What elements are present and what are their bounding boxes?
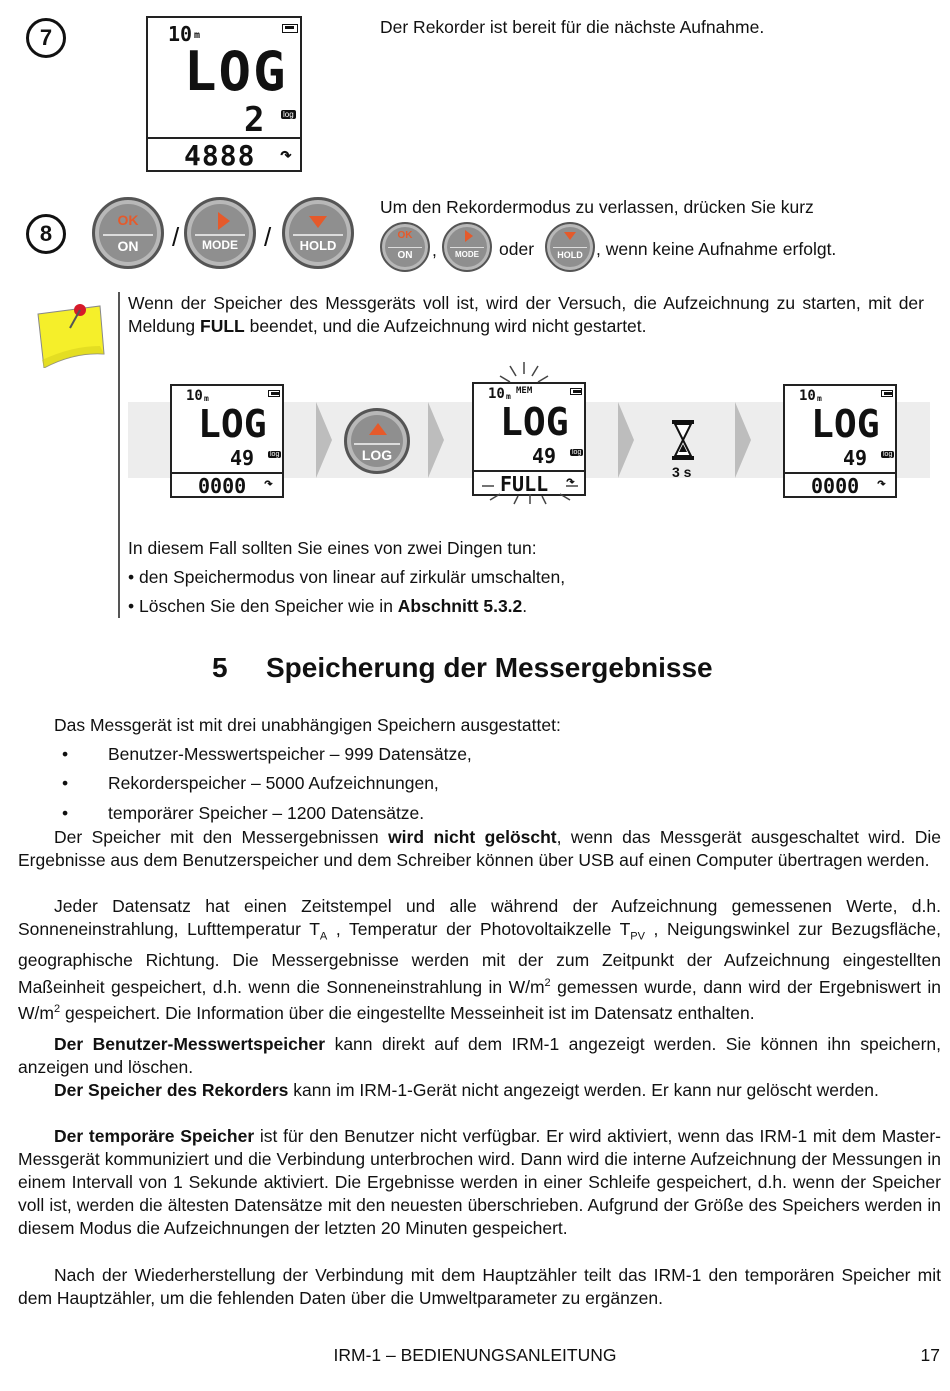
button-divider — [354, 443, 400, 445]
p4-text: kann im IRM-1-Gerät nicht angezeigt werden. Er kann nur gelöscht werden. — [288, 1080, 879, 1100]
ok-on-button-small[interactable] — [380, 222, 430, 272]
p3-text: kann direkt auf dem IRM-1 angezeigt werden. Sie können ihn speichern, anzeigen und löschen. — [18, 1034, 941, 1077]
note-text-end: beendet, und die Aufzeichnung wird nicht gestartet. — [244, 316, 647, 336]
log-badge: log — [572, 449, 582, 456]
on-label: ON — [117, 238, 139, 254]
lcd-sub-value: 49 — [230, 446, 255, 470]
bullet-icon: • — [62, 803, 69, 823]
chevron-right-icon — [735, 402, 751, 478]
blink-rays-icon — [496, 360, 552, 390]
superscript: 2 — [53, 1003, 61, 1016]
p1-bold: wird nicht gelöscht — [388, 827, 557, 847]
button-divider — [293, 234, 343, 236]
lcd-main-text: LOG — [184, 40, 288, 103]
p2-text: , Temperatur der Photovoltaikzelle T — [327, 919, 631, 939]
lcd-unit: m — [817, 394, 822, 403]
chevron-right-icon — [316, 402, 332, 478]
bullet-icon: • — [128, 596, 135, 616]
ok-label: OK — [117, 212, 139, 228]
circular-arrow-icon: ↷ — [566, 472, 576, 490]
note-item-2 — [128, 596, 527, 617]
up-arrow-icon — [369, 423, 387, 435]
step-number-8: 8 — [26, 214, 66, 254]
battery-icon — [570, 388, 582, 395]
ok-label: OK — [397, 230, 413, 241]
note-after-intro: In diesem Fall sollten Sie eines von zwei Dingen tun: — [128, 538, 537, 558]
play-icon — [218, 212, 230, 230]
note-item-1 — [128, 567, 565, 588]
page-number: 17 — [920, 1345, 940, 1365]
comma: , — [432, 240, 437, 260]
circular-arrow-icon: ↷ — [280, 142, 293, 166]
chevron-right-icon — [618, 402, 634, 478]
p2-text: gemessen wurde, dann wird der Ergebniswert in W/m — [18, 976, 941, 1024]
separator-slash: / — [264, 222, 272, 252]
play-icon — [465, 230, 473, 242]
button-divider — [388, 247, 423, 248]
list-item — [62, 773, 68, 794]
battery-icon — [268, 390, 280, 397]
lcd-unit: m — [194, 30, 201, 41]
circular-arrow-icon: ↷ — [264, 474, 274, 492]
paragraph-6: Nach der Wiederherstellung der Verbindung mit dem Hauptzähler teilt das IRM-1 den temporären Speicher mit dem Hauptzähler, um die fehlenden Daten über die Umweltparameter zu ergänzen. — [18, 1265, 941, 1308]
p1-text: Der Speicher mit den Messergebnissen — [54, 827, 389, 847]
paragraph-2 — [18, 895, 941, 1025]
button-divider — [103, 234, 153, 236]
bullet-icon: • — [62, 773, 69, 793]
blink-rays-icon — [480, 470, 580, 506]
subscript-pv: PV — [630, 930, 645, 943]
mode-label: MODE — [202, 238, 238, 252]
button-divider — [195, 234, 245, 236]
p5-text: ist für den Benutzer nicht verfügbar. Er wird aktiviert, wenn das IRM-1 mit dem Master-Messgerät kommuniziert und die Verbindung unterbrochen wird. Dann wird die interne Aufzeichnung der Messungen in einem Intervall von 1 Sekunde aktiviert. Die Ergebnisse werden in einer Schleife gespeichert, d.h. wenn der Speicher voll ist, werden die ältesten Datensätze mit den neuesten überschrieben. Aufgrund der Größe des Speichers werden in diesem Modus die Aufzeichnungen der letzten 20 Minuten gespeichert. — [18, 1126, 942, 1238]
hold-button[interactable] — [282, 197, 354, 269]
circular-arrow-icon: ↷ — [877, 474, 887, 492]
lcd-main-text: LOG — [198, 402, 267, 446]
paragraph-5 — [18, 1125, 941, 1240]
or-text: oder — [499, 239, 535, 259]
list-item-text: Benutzer-Messwertspeicher – 999 Datensätze, — [108, 744, 472, 764]
p5-bold: Der temporäre Speicher — [54, 1126, 255, 1146]
step7-text: Der Rekorder ist bereit für die nächste Aufnahme. — [380, 17, 765, 37]
mode-label: MODE — [455, 250, 479, 259]
down-arrow-icon — [564, 232, 576, 240]
down-arrow-icon — [309, 216, 327, 228]
superscript: 2 — [544, 976, 551, 989]
p2-text: Jeder Datensatz hat einen Zeitstempel und alle während der Aufzeichnung gemessenen Werte, d.h. Sonneneinstrahlung, Lufttemperatur T — [18, 896, 941, 939]
battery-icon — [282, 24, 298, 33]
section-title: Speicherung der Messergebnisse — [266, 652, 713, 683]
lcd-range: 10 — [799, 388, 816, 404]
hold-button-small[interactable] — [545, 222, 595, 272]
mode-button-small[interactable] — [442, 222, 492, 272]
p3-bold: Der Benutzer-Messwertspeicher — [54, 1034, 326, 1054]
lcd-display-before — [170, 384, 284, 498]
log-badge: log — [270, 451, 280, 458]
list-item — [62, 744, 68, 765]
lcd-bottom-value: 0000 — [811, 474, 860, 498]
separator-slash: / — [172, 222, 180, 252]
mem-indicator: MEM — [516, 386, 533, 396]
lcd-unit: m — [506, 392, 511, 401]
lcd-display-after — [783, 384, 897, 498]
subscript-a: A — [319, 930, 328, 943]
p1-text-end: , wenn das Messgerät ausgeschaltet wird. Die Ergebnisse aus dem Benutzerspeicher und dem Schreiber können über USB auf einen Computer übertragen werden. — [18, 827, 941, 870]
section-reference: Abschnitt 5.3.2 — [397, 596, 523, 616]
mode-button[interactable] — [184, 197, 256, 269]
note-paragraph — [128, 292, 924, 338]
chevron-right-icon — [428, 402, 444, 478]
paragraph-1 — [18, 826, 941, 872]
footer-title: IRM-1 – BEDIENUNGSANLEITUNG — [333, 1345, 617, 1365]
lcd-range: 10 — [488, 386, 505, 402]
lcd-range: 10 — [186, 388, 203, 404]
button-divider — [553, 247, 588, 248]
note-bold-full: FULL — [200, 316, 245, 336]
note-item-text: den Speichermodus von linear auf zirkulär umschalten, — [139, 567, 566, 587]
hold-label: HOLD — [299, 238, 337, 253]
hold-label: HOLD — [557, 250, 583, 260]
lcd-bottom-value: FULL — [500, 472, 549, 496]
lcd-sub-value: 49 — [532, 444, 557, 468]
hourglass-icon — [670, 418, 696, 462]
note-margin-line — [118, 292, 120, 618]
lcd-unit: m — [204, 394, 209, 403]
list-item-text: Rekorderspeicher – 5000 Aufzeichnungen, — [108, 773, 439, 793]
log-button[interactable] — [344, 408, 410, 474]
lcd-display-ready — [146, 16, 302, 172]
section-number: 5 — [212, 652, 228, 683]
step8-text-line2-end: , wenn keine Aufnahme erfolgt. — [596, 239, 837, 259]
section-intro: Das Messgerät ist mit drei unabhängigen Speichern ausgestattet: — [54, 715, 561, 735]
lcd-sub-value: 49 — [843, 446, 868, 470]
lcd-sub-value: 2 — [244, 100, 265, 140]
button-divider — [450, 247, 485, 248]
battery-icon — [881, 390, 893, 397]
log-label: LOG — [361, 447, 393, 463]
note-text: Wenn der Speicher des Messgeräts voll ist, wird der Versuch, die Aufzeichnung zu starten, mit der Meldung — [128, 293, 924, 336]
sticky-note-icon — [34, 300, 110, 368]
note-item-text: Löschen Sie den Speicher wie in — [139, 596, 398, 616]
log-badge: log — [283, 110, 294, 119]
on-label: ON — [397, 250, 413, 261]
lcd-bottom-value: 4888 — [184, 139, 256, 172]
p2-text: gespeichert. Die Information über die eingestellte Messeinheit ist im Datensatz enthalten. — [60, 1003, 755, 1024]
bullet-icon: • — [62, 744, 69, 764]
bullet-icon: • — [128, 567, 135, 587]
ok-on-button[interactable] — [92, 197, 164, 269]
paragraph-3 — [18, 1033, 941, 1079]
log-badge: log — [883, 451, 893, 458]
p4-bold: Der Speicher des Rekorders — [54, 1080, 289, 1100]
p2-text: , Neigungswinkel zur Bezugsfläche, geographische Richtung. Die Messergebnisse werden mit der zum Zeitpunkt der Aufzeichnung eingestellten Maßeinheit gespeichert, d.h. wenn die Sonneneinstrahlung in W/m — [18, 919, 942, 997]
step8-text-line1: Um den Rekordermodus zu verlassen, drücken Sie kurz — [380, 197, 814, 217]
lcd-main-text: LOG — [811, 402, 880, 446]
timer-label: 3 s — [672, 464, 692, 480]
note-item-end: . — [522, 596, 528, 616]
paragraph-4 — [18, 1079, 941, 1102]
lcd-bottom-value: 0000 — [198, 474, 247, 498]
step-number-7: 7 — [26, 18, 66, 58]
list-item — [62, 803, 68, 824]
lcd-range: 10 — [168, 22, 193, 46]
list-item-text: temporärer Speicher – 1200 Datensätze. — [108, 803, 425, 823]
lcd-main-text: LOG — [500, 400, 569, 444]
